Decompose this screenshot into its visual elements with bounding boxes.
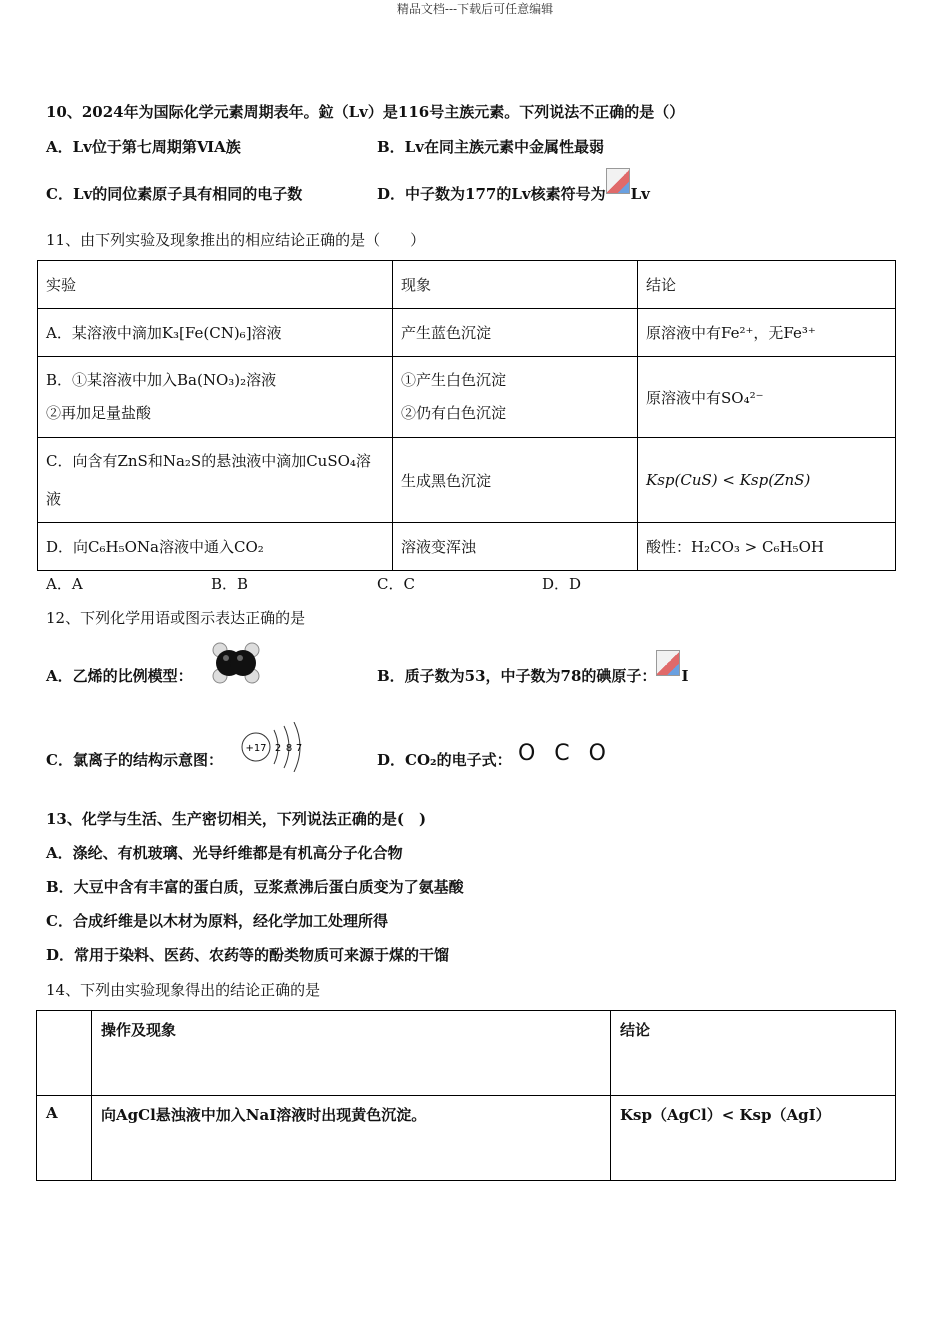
q11-option-c: C．C (377, 575, 415, 593)
table-cell: D．向C₆H₅ONa溶液中通入CO₂ (38, 523, 393, 571)
table-header-cell: 操作及现象 (92, 1011, 611, 1096)
table-header-cell: 现象 (393, 261, 638, 309)
q13-option-d: D．常用于染料、医药、农药等的酚类物质可来源于煤的干馏 (46, 946, 450, 964)
q14-table (36, 1010, 896, 1181)
table-row (38, 523, 896, 571)
q12-option-b (377, 650, 689, 685)
q10-option-a: A．Lv位于第七周期第ⅥA族 (46, 138, 241, 156)
chloride-ion-diagram (238, 722, 308, 772)
table-cell: Ksp（AgCl）< Ksp（AgI） (611, 1096, 896, 1181)
table-header-cell: 结论 (611, 1011, 896, 1096)
table-row (37, 1011, 896, 1096)
q10-stem: 10、2024年为国际化学元素周期表年。鉝（Lv）是116号主族元素。下列说法不正确的是（） (46, 103, 685, 121)
table-cell-line: B．①某溶液中加入Ba(NO₃)₂溶液 (46, 371, 277, 389)
q13-stem: 13、化学与生活、生产密切相关，下列说法正确的是( ) (46, 810, 427, 828)
q12-option-b-symbol: I (681, 667, 689, 685)
shell-label: 2 (274, 743, 282, 754)
q11-option-a: A．A (46, 575, 83, 593)
table-cell: Ksp(CuS) < Ksp(ZnS) (638, 438, 896, 523)
ethylene-model-icon (208, 638, 264, 688)
q11-option-b: B．B (211, 575, 249, 593)
co2-electron-formula: O C O (518, 741, 612, 766)
q10-option-d-text: D．中子数为177的Lv核素符号为 (377, 185, 606, 203)
q11-table (37, 260, 896, 571)
table-cell: A (37, 1096, 92, 1181)
q10-option-d-symbol: Lv (630, 185, 650, 203)
q11-option-d: D．D (542, 575, 582, 593)
q10-option-d (377, 168, 650, 203)
table-row (38, 309, 896, 357)
table-cell-line: C．向含有ZnS和Na₂S的悬浊液中滴加CuSO₄溶 (46, 452, 371, 470)
page-header: 精品文档---下载后可任意编辑 (396, 2, 554, 16)
table-row (38, 261, 896, 309)
table-cell-line: 液 (46, 490, 62, 508)
q13-option-a: A．涤纶、有机玻璃、光导纤维都是有机高分子化合物 (46, 844, 403, 862)
table-cell (38, 438, 393, 523)
q12-option-c: C．氯离子的结构示意图： (46, 751, 223, 769)
table-cell: 酸性：H₂CO₃ > C₆H₅OH (638, 523, 896, 571)
shell-label: 8 (285, 743, 293, 754)
broken-image-icon (656, 650, 680, 676)
q10-option-b: B．Lv在同主族元素中金属性最弱 (377, 138, 604, 156)
table-header-cell: 结论 (638, 261, 896, 309)
table-row (37, 1096, 896, 1181)
table-cell: 溶液变浑浊 (393, 523, 638, 571)
q12-option-b-text: B．质子数为53，中子数为78的碘原子： (377, 667, 657, 685)
broken-image-icon (606, 168, 630, 194)
table-cell: 产生蓝色沉淀 (393, 309, 638, 357)
q12-stem: 12、下列化学用语或图示表达正确的是 (46, 609, 306, 627)
table-cell (38, 357, 393, 438)
table-header-cell: 实验 (38, 261, 393, 309)
table-cell: A．某溶液中滴加K₃[Fe(CN)₆]溶液 (38, 309, 393, 357)
shell-label: 7 (295, 743, 303, 754)
table-cell: 生成黑色沉淀 (393, 438, 638, 523)
table-row (38, 357, 896, 438)
table-cell-line: ②仍有白色沉淀 (401, 404, 507, 422)
table-cell (393, 357, 638, 438)
table-cell: 原溶液中有SO₄²⁻ (638, 357, 896, 438)
nucleus-label: +17 (245, 743, 267, 754)
table-cell-line: ①产生白色沉淀 (401, 371, 507, 389)
table-row (38, 438, 896, 523)
table-cell: 原溶液中有Fe²⁺，无Fe³⁺ (638, 309, 896, 357)
q11-stem: 11、由下列实验及现象推出的相应结论正确的是（ ） (46, 231, 426, 249)
table-cell: 向AgCl悬浊液中加入NaI溶液时出现黄色沉淀。 (92, 1096, 611, 1181)
q12-option-a: A．乙烯的比例模型： (46, 667, 193, 685)
q14-stem: 14、下列由实验现象得出的结论正确的是 (46, 981, 321, 999)
q10-option-c: C．Lv的同位素原子具有相同的电子数 (46, 185, 303, 203)
table-header-cell (37, 1011, 92, 1096)
q12-option-d: D．CO₂的电子式： (377, 751, 512, 769)
table-cell-line: ②再加足量盐酸 (46, 404, 152, 422)
q13-option-b: B．大豆中含有丰富的蛋白质，豆浆煮沸后蛋白质变为了氨基酸 (46, 878, 464, 896)
q13-option-c: C．合成纤维是以木材为原料，经化学加工处理所得 (46, 912, 388, 930)
